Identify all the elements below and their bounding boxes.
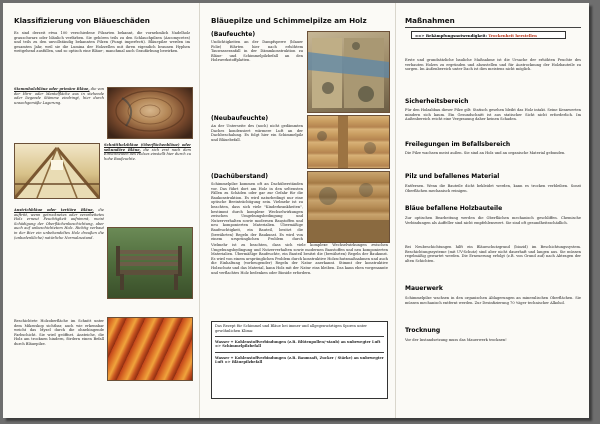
title-classification: Klassifizierung von Bläueschäden [14, 16, 150, 25]
text-baufeuchte: Undichtigkeiten an der Dampfsperre (blauer Folie) führten hier nach erhöhtem Tauwasseranfall in der Dämmkonstruktion zu Bläue- und Schimmelpilzbefall an den Holzwerkstoffplatten. [211, 40, 303, 63]
text-trocknung: Vor der Instandsetzung muss das Mauerwerk trocknen! [405, 338, 507, 342]
subtitle-sicherheit: Sicherheitsbereich [405, 98, 469, 105]
subtitle-freilegung: Freilegungen im Befallsbereich [405, 141, 511, 148]
recipe-line-1: Wasser + Kohlenstoffverbindungen (z.B. Blütenpollen/-staub) an unbewegter Luft => Schimmelpilzbefall [215, 339, 381, 349]
text-mauerwerk: Schimmelpilze wachsen in den organischen Ablagerungen an mineralischen Oberflächen. Sie müssen mechanisch entfernt werden. Zur Desinfizierung 70 %iger technischer Alkohol. [405, 296, 581, 305]
photo-roof-overhang [307, 171, 390, 243]
recipe-line-2: Wasser + Kohlenstoffverbindungen (z.B. Baumsaft, Zucker / Stärke) an unbewegter Luft => Bläuepilzbefall [215, 355, 384, 365]
column-massnahmen [395, 3, 589, 418]
title-pilze: Bläuepilze und Schimmelpilze am Holz [211, 16, 367, 25]
brochure-sheet [3, 3, 589, 418]
subtitle-neubaufeuchte: (Neubaufeuchte) [211, 115, 269, 122]
photo-roof-boards [307, 115, 390, 169]
recipe-intro: Das Rezept für Schimmel und Bläue bei immer und allgegenwärtigen Sporen unter gewöhnlichen Klima: [215, 324, 367, 333]
text-freilegung: Die Pilze wachsen meist außen. Sie sind an Holz und an organische Material gebunden. [405, 151, 566, 155]
text-dachueberstand-1: Schimmelpilze kommen oft an Dachüberständen vor. Das führt dort am Holz in den seltensten Fällen zu Schäden oder gar zur Gefahr für die Baukonstruktion. Es wird naturbedingt nur eine optische Beeinträchtigung sein. Vielmehr ist zu beachten, dass sich viele "Kinderkrankheiten", bestimmt durch komplexe Wechselwirkungen zwischen Umgebungsbedingung und Nutzerverhalten sowie modernen Baustoffen und neu komponierten Materialien. Übermäßige Baufeuchtigkeit, ein Bauteil, besitzt die (bewährten) Regeln der Baukunst. Es wird von einem ursprünglichen Problem durch [211, 182, 303, 242]
caption-schnittholz: Schnittholzbläue (Oberflächenbläue) oder sekundäre Bläue, die sich erst nach dem Einschneiden des Holzes einstellt hier durch zu hohe Baufeuchte. [104, 143, 191, 161]
text-blaue-2: Bei Neubeschichtungen hilft ein Bläueschutzgrund (biozid) im Beschichtungssystem. Beschichtungssysteme (mit UV-Schutz) sind aber nicht dauerhaft und langen aus. Sie müssen regelmäßig gewartet werden. Die Erneuerung erfolgt (z.B. von Grund auf) nach Abtragen der alten Schichten. [405, 245, 581, 263]
urgency-box: ==> Bekämpfungsnotwendigkeit: Trockenheit herstellen [411, 31, 566, 39]
intro-text: Es sind derzeit etwa 100 verschiedene Pilzarten bekannt, die vornehmlich Nadelholz grauschwarz oder bläulich verfärben. Sie gehören teils zu den Schlauchpilzen (Ascomycetes) und teils zu den unvollständig bekannten Pilzen (Fungi imperfecti). Bläuepilze werden im gesamten Jahr, weil sie die Lumina der Holzzellen mit ihren eigendich braunen Hyphen weitgehend ausfüllen, und so optisch eine Bläue-, manchmal auch Graufärbung bewirken. [14, 31, 190, 54]
text-neubaufeuchte: An der Unterseite des (noch) nicht gedämmten Daches kondensiert wärmere Luft an der Dachbeschalung. Es folgt hier ein Schimmelpilz und Bläuebefall. [211, 124, 303, 142]
subtitle-baufeuchte: (Baufeuchte) [211, 31, 256, 38]
subtitle-mauerwerk: Mauerwerk [405, 285, 443, 292]
text-pilz-material: Entfernen. Wenn die Bauteile dicht bekleidet werden, kann es trocken verbleiben. Sonst Oberflächen mechanisch reinigen. [405, 184, 581, 193]
text-microscope: Beschichtete Holzoberfläche im Schnitt unter dem Mikroskop sichtbar, auch wie erkennbar weicht das Myzel durch die ohnehingende Farbschicht. Sie wird geöffnet. Ansteiche, die Holz am trocknen hindern, fördern einen Befall durch Bläuepilze. [14, 319, 104, 346]
caption-anstrich: Anstrichbläue oder tertiäre Bläue, die auftritt, wenn getrocknetes oder verarbeitetes Holz erneut Feuchtigkeit aufnimmt, meist Schädigung der Oberflächenbeschichtung, aber auch auf unbeschichtetem Holz. Richtig verbaut in der Bier ein unbehandeltes Holz draußen die (unbedenkliche) natürliche Normalzustand. [14, 208, 104, 240]
title-massnahmen: Maßnahmen [405, 16, 455, 25]
photo-log-end [107, 87, 193, 139]
recipe-divider [215, 336, 384, 337]
photo-garden-bench [107, 227, 193, 299]
recipe-box [211, 321, 388, 399]
title-underline [405, 27, 581, 28]
column-pilze [199, 3, 395, 418]
text-massnahmen: Erste und grundsätzliche bauliche Maßnahme ist die Ursache der erhöhten Feuchte des verbauten Holzes zu ergründen und abzustellen und für Austrocknung der Holzbauteile zu sorgen. Im Außenbereich unter Dach ist dies meistens nicht möglich. [405, 58, 581, 72]
recipe-divider-2 [215, 352, 384, 353]
column-classification [3, 3, 199, 418]
photo-microscope-section [107, 317, 193, 381]
photo-attic-rafters [14, 143, 100, 199]
text-sicherheit: Für den Holzabbau dieser Pilze gilt: Statisch gesehen bleibt das Holz intakt. Seine Kennwerten mindern sich kaum. Ein Gesundschnitt ist aus statischer Sicht nicht erforderlich. Im Außenbereich reicht eine Vergrauung daher keinen Schaden. [405, 108, 581, 122]
subtitle-pilz-material: Pilz und befallenes Material [405, 173, 500, 180]
subtitle-dachueberstand: (Dachüberstand) [211, 173, 268, 180]
subtitle-blaue-bauteile: Bläue befallene Holzbauteile [405, 205, 503, 212]
caption-stammholz: Stammholzbläue oder primäre Bläue, die von der Hirn- oder Mantelfläche aus in stehende oder liegende Stämme eindringt, hier durch unsachgemäße Lagerung. [14, 87, 104, 105]
text-dachueberstand-2: Vielmehr ist zu beachten, dass sich viele komplexe Wechselwirkungen zwischen Umgebungsbedingung und Nutzerverhalten sowie modernen Baustoffen und neu komponierten Materialien. Übermäßige Baufeuchte, ein Bauteil besitzt die (bewährten) Regeln der Baukunst. Es wird von einem ursprünglichen Problem durch konstruktive Holzschutzmaßnahmen und auch die Einhaltung (vorbeugender) Regeln der Natur anerkannt. Stimmt der konstruktive Holzschutz und das Material, kann Holz mit der Natur eins bleiben. Das kann eben vorgenannte und verflachtes Holz bedenken oder Bioside erfordern. [211, 243, 388, 275]
text-blaue-1: Zur optischen Bearbeitung werden die Oberflächen mechanisch geschliffen. Chemische Verbindungen als Auffeller sind nicht empfehlenswert. Sie sind oft gesundheitsschädlich. [405, 216, 581, 225]
photo-vapor-barrier [307, 31, 390, 113]
subtitle-trocknung: Trocknung [405, 327, 441, 334]
